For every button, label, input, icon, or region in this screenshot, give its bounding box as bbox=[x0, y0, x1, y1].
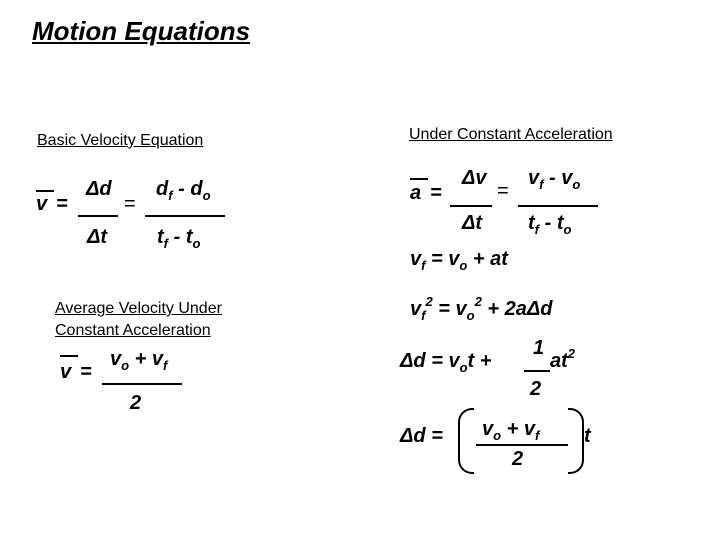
basic-v-symbol: v bbox=[36, 193, 48, 215]
average-equals: = bbox=[80, 361, 92, 383]
minus-symbol: - bbox=[173, 226, 181, 248]
t-plus: t + bbox=[467, 350, 492, 372]
equals-v: = v bbox=[425, 248, 460, 270]
eq-dd-vot-half-at2 bbox=[400, 350, 491, 373]
basic-tf-minus-to bbox=[157, 226, 200, 249]
v-symbol: v bbox=[528, 167, 540, 189]
page-title: Motion Equations bbox=[32, 16, 251, 46]
half-numerator: 1 bbox=[533, 337, 545, 359]
fraction-bar bbox=[476, 444, 568, 446]
sub-o: o bbox=[192, 236, 201, 251]
paren-two: 2 bbox=[512, 448, 524, 470]
average-two: 2 bbox=[130, 392, 142, 414]
t-symbol: t bbox=[528, 212, 535, 234]
const-equals-1: = bbox=[430, 182, 442, 204]
sub-f: f bbox=[535, 428, 540, 443]
v-symbol: v bbox=[410, 248, 422, 270]
average-velocity-label-2: Constant Acceleration bbox=[55, 322, 211, 339]
left-paren bbox=[458, 408, 474, 474]
basic-df-minus-do bbox=[156, 178, 211, 201]
sub-f: f bbox=[539, 177, 544, 192]
basic-equals-2: = bbox=[124, 193, 136, 215]
v-symbol: v bbox=[151, 348, 164, 370]
d-symbol: d bbox=[190, 178, 203, 200]
eq-vf-vo-at bbox=[410, 248, 508, 271]
paren-vo-plus-vf bbox=[482, 418, 539, 441]
v-symbol: v bbox=[410, 298, 422, 320]
fraction-bar bbox=[145, 215, 225, 217]
basic-velocity-label: Basic Velocity Equation bbox=[37, 132, 204, 149]
sub-o: o bbox=[202, 188, 211, 203]
sup-two: 2 bbox=[425, 294, 433, 309]
average-vo-plus-vf bbox=[110, 348, 167, 371]
average-velocity-label-1: Average Velocity Under bbox=[55, 300, 222, 317]
basic-equals-1: = bbox=[56, 193, 68, 215]
v-symbol: v bbox=[523, 418, 536, 440]
at-symbol: at bbox=[550, 350, 568, 372]
const-equals-2: = bbox=[497, 180, 509, 202]
const-a-symbol: a bbox=[410, 182, 422, 204]
at-squared bbox=[550, 346, 576, 373]
sub-f: f bbox=[421, 308, 426, 323]
basic-delta-d: Δd bbox=[86, 178, 112, 200]
vbar-line bbox=[36, 190, 54, 192]
sub-o: o bbox=[493, 428, 502, 443]
v-symbol: v bbox=[561, 167, 573, 189]
plus-2ad: + 2aΔd bbox=[481, 298, 553, 320]
fraction-bar bbox=[102, 383, 182, 385]
plus-symbol: + bbox=[134, 348, 147, 370]
sub-o: o bbox=[563, 222, 572, 237]
plus-symbol: + bbox=[506, 418, 519, 440]
v-symbol: v bbox=[110, 348, 122, 370]
sub-f: f bbox=[163, 358, 168, 373]
sub-f: f bbox=[163, 236, 169, 251]
sub-f: f bbox=[421, 258, 426, 273]
sub-f: f bbox=[168, 188, 173, 203]
t-symbol: t bbox=[157, 226, 164, 248]
fraction-bar bbox=[524, 370, 550, 372]
minus-symbol: - bbox=[178, 178, 185, 200]
sub-f: f bbox=[534, 222, 540, 237]
fraction-bar bbox=[450, 205, 492, 207]
sub-o: o bbox=[466, 308, 475, 323]
paren-t: t bbox=[584, 425, 591, 447]
equals-v: = v bbox=[432, 298, 467, 320]
const-delta-v: Δv bbox=[462, 167, 487, 189]
sup-two: 2 bbox=[474, 294, 482, 309]
fraction-bar bbox=[518, 205, 598, 207]
vbar-line bbox=[60, 355, 78, 357]
const-delta-t: Δt bbox=[462, 212, 483, 234]
half-denominator: 2 bbox=[530, 378, 542, 400]
sub-o: o bbox=[121, 358, 130, 373]
constant-acceleration-label: Under Constant Acceleration bbox=[409, 126, 613, 143]
t-symbol: t bbox=[185, 226, 193, 248]
eq-dd-average-t-lhs: Δd = bbox=[400, 425, 443, 447]
eq-vf2-vo2-2ad bbox=[410, 294, 553, 323]
minus-symbol: - bbox=[544, 212, 552, 234]
t-symbol: t bbox=[556, 212, 564, 234]
sup-two: 2 bbox=[567, 346, 576, 361]
sub-o: o bbox=[459, 360, 468, 375]
d-symbol: d bbox=[156, 178, 169, 200]
dd-equals-v: Δd = v bbox=[400, 350, 460, 372]
average-v-symbol: v bbox=[60, 361, 72, 383]
plus-at: + at bbox=[467, 248, 508, 270]
abar-line bbox=[410, 178, 428, 180]
minus-symbol: - bbox=[549, 167, 556, 189]
basic-delta-t: Δt bbox=[87, 226, 108, 248]
right-paren bbox=[568, 408, 584, 474]
sub-o: o bbox=[572, 177, 581, 192]
v-symbol: v bbox=[482, 418, 494, 440]
sub-o: o bbox=[459, 258, 468, 273]
fraction-bar bbox=[78, 215, 118, 217]
const-tf-minus-to bbox=[528, 212, 571, 235]
const-vf-minus-vo bbox=[528, 167, 580, 190]
